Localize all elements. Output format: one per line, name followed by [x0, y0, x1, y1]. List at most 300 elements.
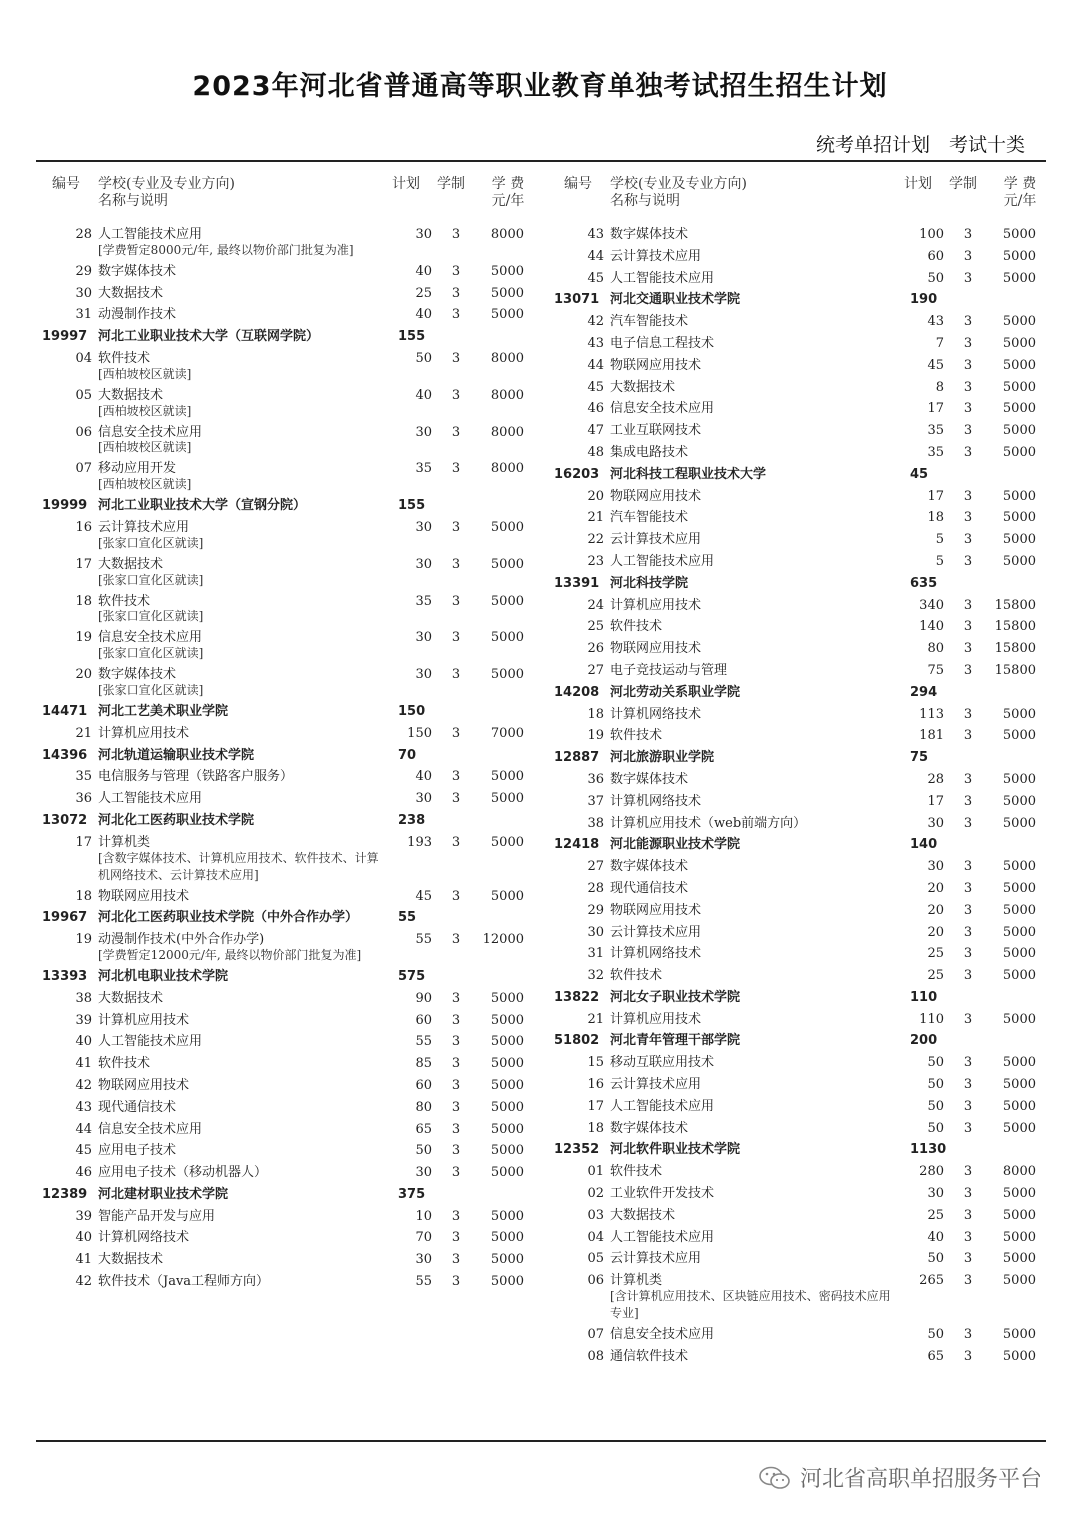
cell-code: 45	[587, 270, 604, 286]
cell-name: 汽车智能技术	[610, 510, 689, 526]
cell-code: 05	[587, 1251, 604, 1267]
cell-plan: 150	[407, 725, 432, 741]
cell-plan: 140	[910, 837, 938, 853]
cell-name: 河北机电职业技术学院	[98, 968, 229, 984]
major-row	[36, 304, 536, 326]
school-row	[36, 1184, 536, 1206]
cell-fee: 5000	[490, 1230, 524, 1246]
major-row	[548, 1227, 1046, 1249]
cell-fee: 5000	[1002, 1229, 1036, 1245]
cell-name: 云计算技术应用	[610, 924, 702, 940]
cell-code: 39	[75, 1012, 92, 1028]
cell-code: 31	[587, 946, 604, 962]
major-row	[36, 1075, 536, 1097]
cell-fee: 5000	[490, 556, 524, 572]
major-row	[548, 529, 1046, 551]
cell-plan: 50	[927, 270, 944, 286]
cell-code: 36	[587, 771, 604, 787]
school-row	[548, 464, 1046, 486]
cell-code: 48	[587, 444, 604, 460]
cell-name: 河北化工医药职业技术学院（中外合作办学）	[98, 910, 359, 926]
cell-name: 电子信息工程技术	[610, 335, 715, 351]
cell-code: 01	[587, 1164, 604, 1180]
cell-code: 14396	[42, 747, 88, 763]
cell-name: 河北工艺美术职业学院	[98, 703, 229, 719]
cell-plan: 5	[935, 553, 944, 569]
cell-name: 河北交通职业技术学院	[610, 292, 741, 308]
cell-code: 15	[587, 1055, 604, 1071]
cell-plan: 10	[415, 1208, 432, 1224]
page-subtitle: 统考单招计划 考试十类	[815, 134, 1025, 156]
cell-fee: 5000	[490, 769, 524, 785]
cell-code: 14471	[42, 703, 88, 719]
cell-plan: 30	[415, 1252, 432, 1268]
major-row	[548, 943, 1046, 965]
cell-name: 计算机网络技术	[610, 793, 702, 809]
cell-name: 云计算技术应用	[610, 532, 702, 548]
cell-code: 43	[587, 227, 604, 242]
cell-plan: 575	[398, 968, 426, 984]
cell-name: 软件技术	[610, 728, 663, 744]
cell-plan: 238	[398, 812, 426, 828]
school-row	[548, 1030, 1046, 1052]
cell-plan: 1130	[910, 1142, 947, 1158]
cell-plan: 30	[415, 556, 432, 572]
cell-fee: 5000	[1002, 379, 1036, 395]
cell-name: 软件技术	[98, 350, 151, 366]
header-years: 学制	[949, 176, 977, 192]
cell-name: 软件技术（Java工程师方向）	[98, 1274, 270, 1290]
cell-years: 3	[451, 834, 461, 850]
cell-plan: 28	[927, 771, 944, 787]
cell-plan: 60	[415, 1077, 432, 1093]
cell-fee: 5000	[490, 834, 524, 850]
cell-name: 物联网应用技术	[610, 902, 702, 918]
cell-years: 3	[963, 227, 973, 242]
cell-plan: 43	[927, 314, 944, 330]
cell-plan: 70	[415, 1230, 432, 1246]
cell-fee: 5000	[1002, 1120, 1036, 1136]
major-row	[36, 1031, 536, 1053]
cell-code: 43	[587, 335, 604, 351]
cell-fee: 5000	[490, 263, 524, 279]
cell-code: 12418	[554, 837, 600, 853]
left-rows	[36, 224, 536, 1293]
school-row	[36, 701, 536, 723]
cell-name: 计算机应用技术（web前端方向）	[610, 815, 807, 831]
major-row	[36, 261, 536, 283]
cell-fee: 5000	[1002, 771, 1036, 787]
cell-plan: 30	[415, 1165, 432, 1181]
cell-plan: 65	[415, 1121, 432, 1137]
cell-code: 28	[587, 880, 604, 896]
cell-fee: 15800	[994, 641, 1036, 657]
cell-plan: 55	[415, 932, 432, 948]
cell-code: 42	[75, 1274, 92, 1290]
major-row	[548, 1248, 1046, 1270]
cell-years: 3	[963, 1327, 973, 1343]
cell-plan: 60	[415, 1012, 432, 1028]
cell-plan: 35	[927, 444, 944, 460]
cell-fee: 15800	[994, 619, 1036, 635]
cell-code: 13391	[554, 575, 600, 591]
major-row	[548, 268, 1046, 290]
cell-fee: 8000	[490, 350, 524, 366]
cell-plan: 35	[415, 593, 432, 609]
major-row	[36, 1271, 536, 1293]
cell-name: 计算机网络技术	[98, 1230, 190, 1246]
cell-name: 计算机应用技术	[98, 725, 190, 741]
cell-fee: 5000	[1002, 1273, 1036, 1289]
cell-plan: 113	[919, 706, 944, 722]
major-row	[548, 660, 1046, 682]
cell-years: 3	[451, 1274, 461, 1290]
cell-name: 云计算技术应用	[98, 519, 190, 535]
cell-plan: 50	[927, 1098, 944, 1114]
cell-code: 19997	[42, 329, 88, 345]
cell-years: 3	[451, 263, 461, 279]
cell-fee: 5000	[1002, 553, 1036, 569]
major-row	[548, 486, 1046, 508]
major-note: [张家口宣化区就读]	[98, 646, 204, 661]
cell-years: 3	[963, 444, 973, 460]
cell-name: 信息安全技术应用	[610, 1327, 715, 1343]
cell-years: 3	[451, 350, 461, 366]
cell-fee: 5000	[1002, 1098, 1036, 1114]
cell-code: 32	[587, 968, 604, 984]
cell-years: 3	[963, 771, 973, 787]
cell-fee: 5000	[490, 519, 524, 535]
cell-plan: 50	[415, 1143, 432, 1159]
major-row	[36, 886, 536, 908]
cell-name: 动漫制作技术(中外合作办学)	[98, 932, 265, 948]
cell-plan: 5	[935, 532, 944, 548]
cell-name: 河北旅游职业学院	[610, 750, 715, 766]
cell-years: 3	[451, 1012, 461, 1028]
cell-code: 21	[587, 510, 604, 526]
cell-fee: 5000	[490, 1165, 524, 1181]
cell-plan: 7	[935, 335, 944, 351]
cell-years: 3	[451, 725, 461, 741]
cell-plan: 55	[415, 1034, 432, 1050]
cell-name: 河北软件职业技术学院	[610, 1142, 741, 1158]
cell-fee: 5000	[1002, 968, 1036, 984]
cell-name: 河北青年管理干部学院	[610, 1033, 741, 1049]
major-row	[548, 246, 1046, 268]
cell-years: 3	[963, 728, 973, 744]
cell-code: 18	[587, 706, 604, 722]
cell-code: 45	[75, 1143, 92, 1159]
cell-plan: 181	[919, 728, 944, 744]
cell-code: 20	[75, 667, 92, 683]
cell-code: 27	[587, 662, 604, 678]
cell-code: 26	[587, 641, 604, 657]
cell-years: 3	[963, 597, 973, 613]
cell-name: 河北建材职业技术学院	[98, 1186, 229, 1202]
cell-plan: 30	[415, 424, 432, 440]
cell-plan: 340	[919, 597, 944, 613]
major-row	[548, 1183, 1046, 1205]
cell-years: 3	[451, 1208, 461, 1224]
cell-plan: 50	[415, 350, 432, 366]
school-row	[548, 573, 1046, 595]
cell-years: 3	[451, 1165, 461, 1181]
major-row	[548, 355, 1046, 377]
cell-code: 27	[587, 859, 604, 875]
major-row	[548, 507, 1046, 529]
cell-plan: 80	[927, 641, 944, 657]
cell-plan: 30	[927, 1186, 944, 1202]
major-row	[548, 922, 1046, 944]
cell-plan: 40	[927, 1229, 944, 1245]
cell-plan: 40	[415, 307, 432, 323]
major-row	[36, 1206, 536, 1228]
cell-years: 3	[451, 791, 461, 807]
cell-years: 3	[451, 1121, 461, 1137]
major-note: [西柏坡校区就读]	[98, 477, 192, 492]
cell-code: 17	[587, 1098, 604, 1114]
school-row	[36, 495, 536, 517]
cell-name: 河北工业职业技术大学（宣钢分院）	[98, 498, 307, 514]
major-row	[548, 965, 1046, 987]
cell-fee: 5000	[1002, 1348, 1036, 1364]
cell-plan: 193	[407, 834, 432, 850]
cell-plan: 17	[927, 488, 944, 504]
major-row	[548, 224, 1046, 246]
cell-plan: 65	[927, 1348, 944, 1364]
cell-years: 3	[963, 532, 973, 548]
major-row	[548, 704, 1046, 726]
cell-name: 数字媒体技术	[610, 771, 689, 787]
school-row	[548, 834, 1046, 856]
cell-fee: 5000	[1002, 335, 1036, 351]
school-row	[548, 682, 1046, 704]
cell-plan: 90	[415, 990, 432, 1006]
cell-name: 工业软件开发技术	[610, 1186, 715, 1202]
major-row	[548, 878, 1046, 900]
cell-plan: 45	[415, 888, 432, 904]
major-row	[36, 1249, 536, 1271]
cell-plan: 30	[415, 630, 432, 646]
cell-plan: 35	[927, 423, 944, 439]
major-row	[548, 377, 1046, 399]
cell-code: 18	[75, 888, 92, 904]
cell-fee: 7000	[490, 725, 524, 741]
cell-name: 人工智能技术应用	[98, 1034, 203, 1050]
cell-code: 14208	[554, 684, 600, 700]
cell-name: 河北科技学院	[610, 575, 689, 591]
cell-fee: 5000	[1002, 357, 1036, 373]
school-row	[36, 966, 536, 988]
cell-name: 人工智能技术应用	[610, 270, 715, 286]
cell-plan: 25	[927, 968, 944, 984]
cell-name: 智能产品开发与应用	[98, 1208, 216, 1224]
cell-plan: 17	[927, 793, 944, 809]
cell-name: 计算机应用技术	[98, 1012, 190, 1028]
cell-years: 3	[963, 880, 973, 896]
cell-years: 3	[451, 1143, 461, 1159]
cell-name: 物联网应用技术	[610, 488, 702, 504]
major-row	[548, 1205, 1046, 1227]
cell-code: 19	[75, 932, 92, 948]
top-rule	[36, 160, 1046, 162]
cell-code: 21	[587, 1011, 604, 1027]
cell-years: 3	[963, 357, 973, 373]
cell-plan: 85	[415, 1056, 432, 1072]
cell-name: 大数据技术	[98, 1252, 164, 1268]
school-row	[548, 1139, 1046, 1161]
cell-fee: 5000	[1002, 1327, 1036, 1343]
cell-years: 3	[451, 888, 461, 904]
cell-years: 3	[963, 314, 973, 330]
header-code: 编号	[52, 176, 80, 192]
cell-name: 计算机网络技术	[610, 706, 702, 722]
cell-code: 16203	[554, 466, 600, 482]
cell-plan: 80	[415, 1099, 432, 1115]
major-row	[548, 420, 1046, 442]
school-row	[36, 907, 536, 929]
major-row	[548, 1346, 1046, 1368]
cell-plan: 50	[927, 1120, 944, 1136]
major-row	[36, 788, 536, 810]
major-row	[36, 766, 536, 788]
cell-fee: 5000	[1002, 270, 1036, 286]
cell-code: 13072	[42, 812, 88, 828]
cell-years: 3	[963, 1251, 973, 1267]
cell-years: 3	[963, 902, 973, 918]
cell-fee: 5000	[490, 990, 524, 1006]
cell-code: 04	[75, 350, 92, 366]
cell-plan: 40	[415, 769, 432, 785]
cell-code: 12887	[554, 750, 600, 766]
cell-code: 39	[75, 1208, 92, 1224]
cell-code: 42	[75, 1077, 92, 1093]
cell-years: 3	[451, 1077, 461, 1093]
header-plan: 计划	[904, 176, 932, 192]
cell-plan: 155	[398, 498, 426, 514]
cell-plan: 35	[415, 461, 432, 477]
cell-name: 动漫制作技术	[98, 307, 177, 323]
school-row	[548, 987, 1046, 1009]
cell-years: 3	[963, 859, 973, 875]
cell-code: 44	[587, 357, 604, 373]
cell-fee: 5000	[490, 1034, 524, 1050]
major-note: [西柏坡校区就读]	[98, 403, 192, 418]
school-row	[548, 289, 1046, 311]
cell-name: 大数据技术	[98, 556, 164, 572]
cell-years: 3	[963, 1273, 973, 1289]
cell-name: 人工智能技术应用	[610, 1229, 715, 1245]
cell-name: 汽车智能技术	[610, 314, 689, 330]
cell-fee: 5000	[1002, 902, 1036, 918]
cell-name: 物联网应用技术	[98, 1077, 190, 1093]
cell-plan: 30	[927, 815, 944, 831]
cell-code: 23	[587, 553, 604, 569]
cell-code: 18	[75, 593, 92, 609]
cell-name: 应用电子技术（移动机器人）	[98, 1165, 268, 1181]
cell-name: 数字媒体技术	[98, 263, 177, 279]
cell-years: 3	[963, 1164, 973, 1180]
major-row	[548, 813, 1046, 835]
cell-name: 信息安全技术应用	[98, 1121, 203, 1137]
cell-code: 43	[75, 1099, 92, 1115]
cell-code: 24	[587, 597, 604, 613]
major-note: [含数字媒体技术、计算机应用技术、软件技术、计算机网络技术、云计算技术应用]	[98, 850, 379, 882]
cell-fee: 5000	[490, 667, 524, 683]
cell-plan: 25	[415, 285, 432, 301]
cell-code: 41	[75, 1252, 92, 1268]
cell-years: 3	[963, 379, 973, 395]
cell-code: 25	[587, 619, 604, 635]
cell-fee: 5000	[490, 1077, 524, 1093]
cell-plan: 30	[415, 519, 432, 535]
cell-years: 3	[963, 619, 973, 635]
cell-plan: 200	[910, 1033, 938, 1049]
cell-years: 3	[451, 387, 461, 403]
right-rows	[548, 224, 1046, 1368]
cell-fee: 8000	[490, 227, 524, 242]
header-years: 学制	[437, 176, 465, 192]
major-row	[36, 1227, 536, 1249]
cell-name: 云计算技术应用	[610, 1251, 702, 1267]
cell-name: 电子竞技运动与管理	[610, 662, 728, 678]
cell-code: 05	[75, 387, 92, 403]
cell-plan: 30	[415, 667, 432, 683]
cell-plan: 20	[927, 902, 944, 918]
major-row	[548, 638, 1046, 660]
major-row	[548, 442, 1046, 464]
cell-name: 物联网应用技术	[610, 641, 702, 657]
left-column	[36, 172, 536, 1293]
cell-name: 大数据技术	[98, 285, 164, 301]
major-row	[36, 1119, 536, 1141]
cell-plan: 30	[415, 227, 432, 242]
cell-name: 现代通信技术	[98, 1099, 177, 1115]
cell-plan: 110	[910, 989, 938, 1005]
cell-name: 大数据技术	[98, 387, 164, 403]
cell-code: 29	[587, 902, 604, 918]
page-title: 2023年河北省普通高等职业教育单独考试招生招生计划	[192, 71, 888, 102]
cell-fee: 8000	[1002, 1164, 1036, 1180]
cell-plan: 70	[398, 747, 417, 763]
cell-plan: 55	[415, 1274, 432, 1290]
cell-plan: 140	[919, 619, 944, 635]
major-note: [张家口宣化区就读]	[98, 572, 204, 587]
cell-plan: 20	[927, 880, 944, 896]
major-row	[36, 723, 536, 745]
cell-years: 3	[963, 423, 973, 439]
cell-code: 13071	[554, 292, 600, 308]
cell-years: 3	[451, 630, 461, 646]
major-row	[548, 791, 1046, 813]
cell-fee: 5000	[490, 791, 524, 807]
cell-code: 12389	[42, 1186, 88, 1202]
cell-code: 16	[587, 1077, 604, 1093]
cell-years: 3	[451, 424, 461, 440]
major-row	[548, 1161, 1046, 1183]
cell-years: 3	[963, 1011, 973, 1027]
cell-years: 3	[963, 924, 973, 940]
cell-years: 3	[451, 932, 461, 948]
major-note: [含计算机应用技术、区块链应用技术、密码技术应用专业]	[610, 1289, 891, 1321]
cell-code: 28	[75, 227, 92, 242]
cell-years: 3	[963, 706, 973, 722]
cell-code: 17	[75, 834, 92, 850]
cell-code: 44	[587, 248, 604, 264]
cell-fee: 5000	[1002, 314, 1036, 330]
cell-name: 人工智能技术应用	[98, 227, 203, 242]
cell-fee: 5000	[1002, 1251, 1036, 1267]
